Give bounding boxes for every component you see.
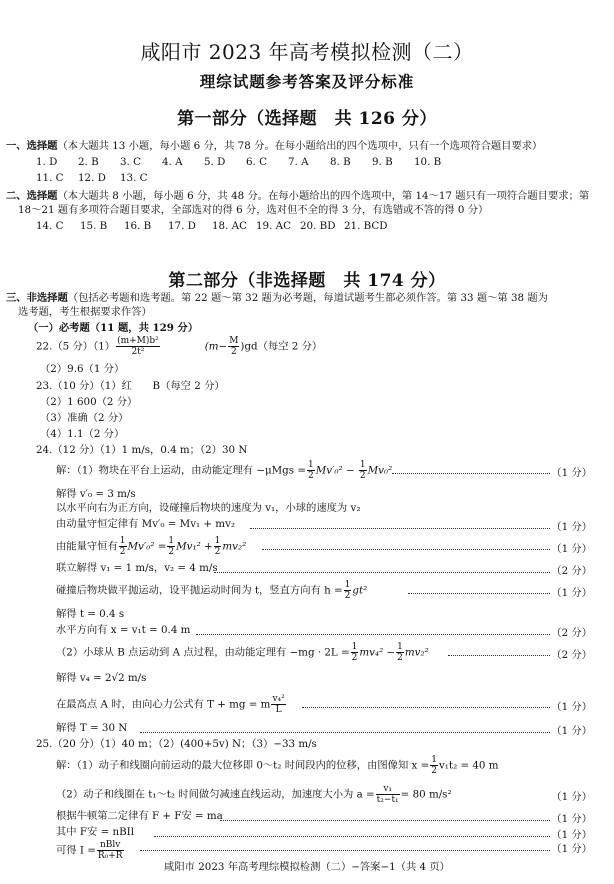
half-fraction xyxy=(430,755,438,776)
q24-step1-lead: 解：（1）物块在平台上运动，由动能定理有 −μMgs = xyxy=(56,464,306,477)
q22-answer xyxy=(36,336,322,357)
score-1: （1 分） xyxy=(551,843,592,855)
answer-item: 5. D xyxy=(204,156,226,168)
answer-item: 12. D xyxy=(78,172,106,184)
q24-step9: 水平方向有 x = v₁t = 0.4 m xyxy=(56,624,191,636)
half-den: 2 xyxy=(168,547,175,557)
score-1: （1 分） xyxy=(551,791,592,803)
q22-fraction-num: (m+M)b² xyxy=(117,336,159,346)
half-den: 2 xyxy=(344,591,351,601)
q22-mid-lead: (m− xyxy=(204,340,228,353)
leader-dots xyxy=(220,820,550,821)
q24-step6: 联立解得 v₁ = 1 m/s，v₂ = 4 m/s xyxy=(56,562,218,574)
half-num: 1 xyxy=(397,642,403,652)
half-fraction xyxy=(119,536,127,557)
score-2: （2 分） xyxy=(551,649,592,661)
q24-step2: 解得 v′₀ = 3 m/s xyxy=(56,488,136,500)
q25-step2-lead: （2）动子和线圈在 t₁～t₂ 时间做匀减速直线运动，加速度大小为 a = xyxy=(56,788,375,801)
q24-step5-term1: Mv′₀² = xyxy=(127,540,167,553)
section1-answers-row2 xyxy=(36,172,162,184)
answer-item: 6. C xyxy=(246,156,267,168)
answer-item: 18. AC xyxy=(212,220,247,232)
half-num: 1 xyxy=(168,536,175,546)
q23-line1: 23.（10 分）（1）红 B（每空 2 分） xyxy=(36,380,225,392)
score-2: （2 分） xyxy=(551,627,592,639)
q24-line1: 24.（12 分）（1）1 m/s，0.4 m；（2）30 N xyxy=(36,444,248,456)
q24-step1-term1: Mv′₀² xyxy=(315,464,343,477)
half-fraction xyxy=(344,580,352,601)
q25-step2-den: t₂−t₁ xyxy=(376,795,399,805)
q22-mid-tail: )gd（每空 2 分） xyxy=(240,340,323,353)
q24-step13: 解得 T = 30 N xyxy=(56,722,128,734)
half-fraction xyxy=(167,536,175,557)
q22-half-num: M xyxy=(229,336,239,346)
page-title: 咸阳市 2023 年高考模拟检测（二） xyxy=(140,40,474,64)
answer-item: 1. D xyxy=(36,156,58,168)
score-1: （1 分） xyxy=(551,813,592,825)
half-num: 1 xyxy=(351,642,358,652)
q23-line4: （4）1.1（2 分） xyxy=(40,428,125,440)
q24-step4: 由动量守恒定律有 Mv′₀ = Mv₁ + mv₂ xyxy=(56,518,236,530)
part2-heading: 第二部分（非选择题 共 174 分） xyxy=(168,271,446,291)
score-1: （1 分） xyxy=(551,829,592,841)
q24-step1-term2: Mv₀² xyxy=(367,464,393,477)
answer-item: 4. A xyxy=(162,156,183,168)
answer-item: 13. C xyxy=(120,172,148,184)
q24-step5-lead: 由能量守恒有 xyxy=(56,540,118,553)
half-num: 1 xyxy=(307,460,314,470)
answer-item: 11. C xyxy=(36,172,64,184)
section1-prefix: 一、选择题 xyxy=(6,140,58,152)
q24-step7-tail: gt² xyxy=(352,584,368,597)
q25-step5-den: R₀+R xyxy=(97,851,123,861)
score-2: （2 分） xyxy=(551,565,592,577)
q24-step12-num: v₄² xyxy=(272,694,285,704)
half-den: 2 xyxy=(307,471,314,481)
q24-step12-lead: 在最高点 A 时，由向心力公式有 T + mg = m xyxy=(56,698,271,711)
section3-desc1: （包括必考题和选考题。第 22 题～第 32 题为必考题，每道试题考生都必须作答。第 33 题～第 38 题为 xyxy=(67,292,548,304)
q25-step1 xyxy=(56,755,499,776)
score-1: （1 分） xyxy=(551,725,592,737)
q22-half-fraction xyxy=(228,336,239,357)
half-num: 1 xyxy=(431,755,437,765)
q23-line2: （2）1 600（2 分） xyxy=(40,396,138,408)
page-footer: 咸阳市 2023 年高考理综模拟检测（二）−答案−1（共 4 页） xyxy=(164,861,450,873)
half-num: 1 xyxy=(344,580,351,590)
q22-part2: （2）9.6（1 分） xyxy=(40,363,125,375)
leader-dots xyxy=(262,549,550,550)
q22-label: 22.（5 分）（1） xyxy=(36,340,116,353)
q24-step1-minus: − xyxy=(342,464,358,477)
q25-step2-num: v₁ xyxy=(376,784,400,795)
section3-prefix: 三、非选择题 xyxy=(6,292,68,304)
section2-desc1: （本大题共 8 小题，每小题 6 分，共 48 分。在每小题给出的四个选项中，第 14～17 题只有一项符合题目要求；第 xyxy=(57,190,590,202)
half-den: 2 xyxy=(214,547,221,557)
section1-desc: （本大题共 13 小题，每小题 6 分，共 78 分。在每小题给出的四个选项中，只有一个选项符合题目要求） xyxy=(57,140,543,152)
q25-step2 xyxy=(56,784,452,805)
answer-item: 16. B xyxy=(124,220,152,232)
q24-step8: 解得 t = 0.4 s xyxy=(56,608,125,620)
q24-step3: 以水平向右为正方向，设碰撞后物块的速度为 v₁，小球的速度为 v₂ xyxy=(56,502,361,514)
q25-step1-tail: v₁t₂ = 40 m xyxy=(438,759,499,772)
q24-step11: 解得 v₄ = 2√2 m/s xyxy=(56,672,147,684)
q25-step4: 其中 F安 = nBIl xyxy=(56,826,135,838)
half-den: 2 xyxy=(119,547,126,557)
q24-step12-den: L xyxy=(275,705,282,715)
section3-description-1 xyxy=(6,292,548,304)
score-1: （1 分） xyxy=(551,521,592,533)
section2-prefix: 二、选择题 xyxy=(6,190,58,202)
leader-dots xyxy=(408,593,550,594)
q25-step5-lead: 可得 I = xyxy=(56,844,96,857)
half-fraction xyxy=(351,642,359,663)
q24-step5 xyxy=(56,536,246,557)
leader-dots xyxy=(140,850,550,851)
q22-fraction-den: 2t² xyxy=(131,347,145,357)
section2-description-1 xyxy=(6,190,589,202)
half-den: 2 xyxy=(397,653,403,663)
half-fraction xyxy=(307,460,315,481)
q22-fraction xyxy=(116,336,160,357)
q25-step1-lead: 解：（1）动子和线圈向前运动的最大位移即 0～t₂ 时间段内的位移，由图像知 x = xyxy=(56,759,430,772)
answer-item: 7. A xyxy=(288,156,309,168)
half-den: 2 xyxy=(431,766,437,776)
half-den: 2 xyxy=(359,471,366,481)
half-fraction xyxy=(214,536,222,557)
leader-dots xyxy=(392,473,550,474)
section1-answers-row1 xyxy=(36,156,456,168)
section1-description xyxy=(6,140,542,152)
q24-step10-term2: mv₂² xyxy=(404,646,429,659)
part1-heading: 第一部分（选择题 共 126 分） xyxy=(177,109,437,129)
page-subtitle: 理综试题参考答案及评分标准 xyxy=(199,72,415,91)
leader-dots xyxy=(196,634,550,635)
leader-dots xyxy=(214,572,550,573)
answer-item: 20. BD xyxy=(300,220,336,232)
q24-step1 xyxy=(56,460,392,481)
section2-answers-row xyxy=(36,220,388,232)
q24-step10 xyxy=(56,642,429,663)
q25-step3: 根据牛顿第二定律有 F + F安 = ma xyxy=(56,810,223,822)
half-num: 1 xyxy=(214,536,221,546)
q23-line3: （3）准确（2 分） xyxy=(40,412,129,424)
answer-item: 15. B xyxy=(80,220,108,232)
q25-line1: 25.（20 分）（1）40 m；（2）(400+5v) N；（3）−33 m/s xyxy=(36,738,317,750)
answer-item: 8. B xyxy=(330,156,351,168)
answer-item: 17. D xyxy=(168,220,196,232)
answer-item: 2. B xyxy=(78,156,99,168)
q24-step5-term3: mv₂² xyxy=(222,540,247,553)
required-heading: （一）必考题（11 题，共 129 分） xyxy=(28,322,199,334)
leader-dots xyxy=(302,707,550,708)
answer-item: 19. AC xyxy=(256,220,291,232)
q24-step5-term2: Mv₁² + xyxy=(176,540,213,553)
half-den: 2 xyxy=(351,653,358,663)
score-1: （1 分） xyxy=(551,467,592,479)
answer-item: 14. C xyxy=(36,220,64,232)
leader-dots xyxy=(448,655,550,656)
score-1: （1 分） xyxy=(551,587,592,599)
section2-description-2: 18～21 题有多项符合题目要求，全部选对的得 6 分，选对但不全的得 3 分，有选错或不答的得 0 分） xyxy=(18,204,489,216)
half-fraction xyxy=(359,460,367,481)
score-1: （1 分） xyxy=(551,543,592,555)
score-1: （1 分） xyxy=(551,701,592,713)
half-num: 1 xyxy=(119,536,126,546)
q25-step5-num: nBlv xyxy=(97,840,124,851)
q24-step7-lead: 碰撞后物块做平抛运动，设平抛运动时间为 t，竖直方向有 h = xyxy=(56,584,343,597)
q24-step10-term1: mv₄² − xyxy=(359,646,396,659)
answer-item: 10. B xyxy=(414,156,442,168)
q25-step2-fraction xyxy=(376,784,400,805)
section3-description-2: 选考题，考生根据要求作答） xyxy=(18,306,152,318)
half-num: 1 xyxy=(359,460,366,470)
q25-step2-tail: = 80 m/s² xyxy=(400,788,452,801)
q24-step10-lead: （2）小球从 B 点运动到 A 点过程，由动能定理有 −mg · 2L = xyxy=(56,646,350,659)
answer-item: 3. C xyxy=(120,156,141,168)
leader-dots xyxy=(140,732,550,733)
half-fraction xyxy=(396,642,404,663)
leader-dots xyxy=(250,528,550,529)
answer-item: 9. B xyxy=(372,156,393,168)
q24-step12-fraction xyxy=(271,694,285,715)
q24-step7 xyxy=(56,580,367,601)
answer-item: 21. BCD xyxy=(344,220,388,232)
q24-step12 xyxy=(56,694,287,715)
leader-dots xyxy=(154,836,550,837)
q22-half-den: 2 xyxy=(230,347,237,357)
